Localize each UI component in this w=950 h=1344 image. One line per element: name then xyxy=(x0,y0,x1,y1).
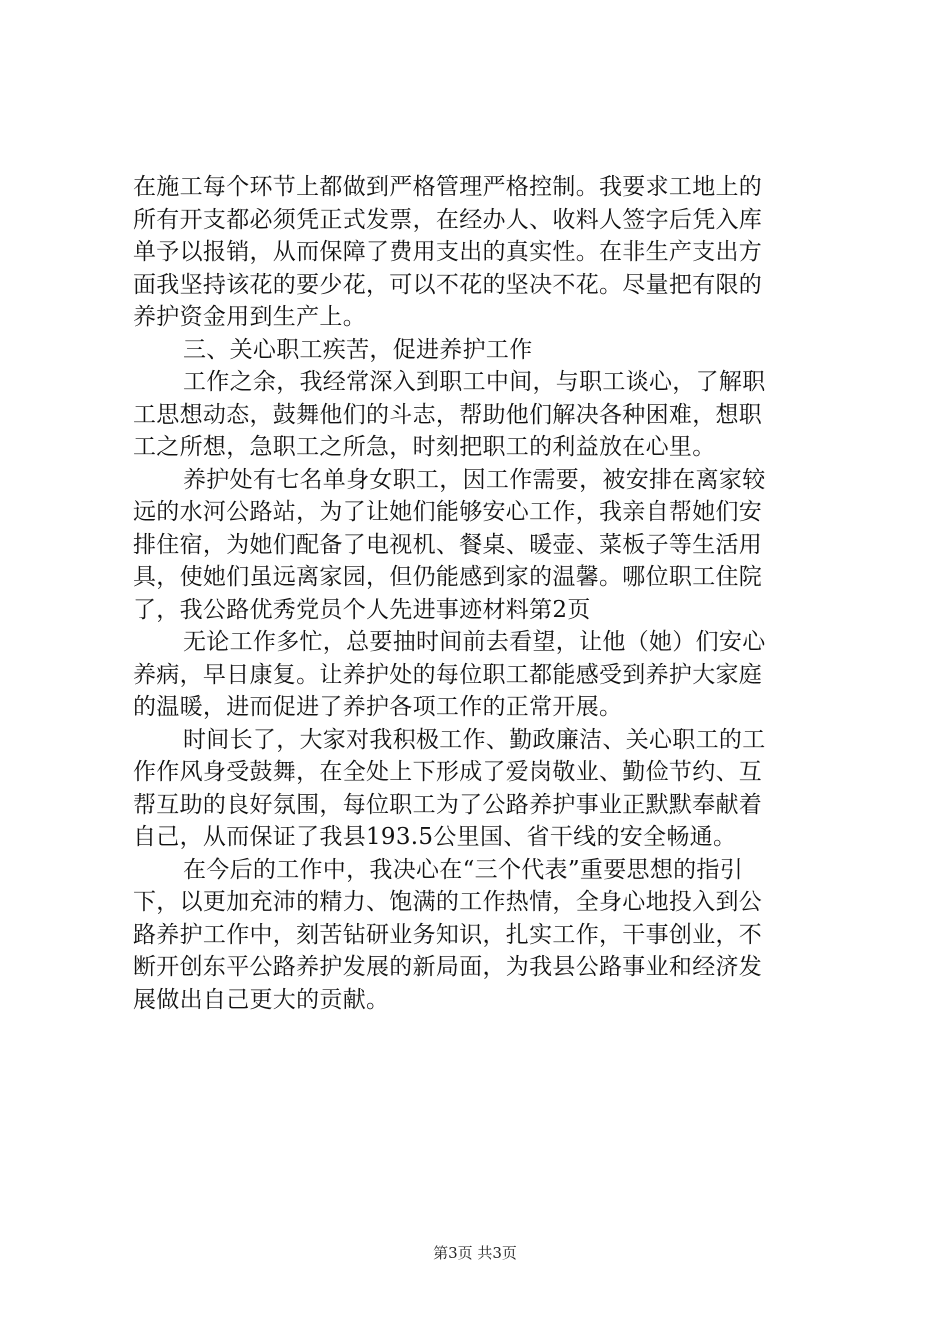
section-heading: 三、关心职工疾苦，促进养护工作 xyxy=(183,336,533,363)
paragraph-start: 时间长了，大家对我积极工作、勤政廉洁、关心职工的工 xyxy=(183,726,766,753)
paragraph-start: 无论工作多忙，总要抽时间前去看望，让他（她）们安心 xyxy=(183,629,766,655)
document-body xyxy=(133,171,833,1016)
page-footer xyxy=(0,1243,950,1263)
text-line: 远的水河公路站，为了让她们能够安心工作，我亲自帮她们安 xyxy=(133,499,763,525)
page-number: 第3页 共3页 xyxy=(433,1244,517,1262)
text-line: 自己，从而保证了我县193.5公里国、省干线的安全畅通。 xyxy=(133,824,737,850)
text-line: 在施工每个环节上都做到严格管理严格控制。我要求工地上的 xyxy=(133,174,763,200)
text-line: 具，使她们虽远离家园，但仍能感到家的温馨。哪位职工住院 xyxy=(133,564,763,590)
paragraph-start: 养护处有七名单身女职工，因工作需要，被安排在离家较 xyxy=(183,466,766,493)
text-line: 面我坚持该花的要少花，可以不花的坚决不花。尽量把有限的 xyxy=(133,271,763,298)
text-line: 路养护工作中，刻苦钻研业务知识，扎实工作，干事创业，不 xyxy=(133,921,763,948)
text-line: 单予以报销，从而保障了费用支出的真实性。在非生产支出方 xyxy=(133,239,763,265)
text-line: 了，我公路优秀党员个人先进事迹材料第2页 xyxy=(133,596,591,623)
text-line: 作作风身受鼓舞，在全处上下形成了爱岗敬业、勤俭节约、互 xyxy=(133,759,763,785)
paragraph-start: 工作之余，我经常深入到职工中间，与职工谈心，了解职 xyxy=(183,369,766,395)
text-line: 养护资金用到生产上。 xyxy=(133,304,366,330)
paragraph-start: 在今后的工作中，我决心在“三个代表”重要思想的指引 xyxy=(183,856,744,883)
text-line: 所有开支都必须凭正式发票，在经办人、收料人签字后凭入库 xyxy=(133,206,763,233)
text-line: 帮互助的良好氛围，每位职工为了公路养护事业正默默奉献着 xyxy=(133,791,763,818)
text-line: 排住宿，为她们配备了电视机、餐桌、暖壶、菜板子等生活用 xyxy=(133,531,763,558)
text-line: 断开创东平公路养护发展的新局面，为我县公路事业和经济发 xyxy=(133,954,763,980)
text-line: 工思想动态，鼓舞他们的斗志，帮助他们解决各种困难，想职 xyxy=(133,401,763,428)
text-line: 工之所想，急职工之所急，时刻把职工的利益放在心里。 xyxy=(133,434,716,460)
text-line: 养病，早日康复。让养护处的每位职工都能感受到养护大家庭 xyxy=(133,661,763,688)
text-line: 下，以更加充沛的精力、饱满的工作热情，全身心地投入到公 xyxy=(133,889,763,915)
text-line: 展做出自己更大的贡献。 xyxy=(133,986,390,1013)
text-line: 的温暖，进而促进了养护各项工作的正常开展。 xyxy=(133,694,623,720)
